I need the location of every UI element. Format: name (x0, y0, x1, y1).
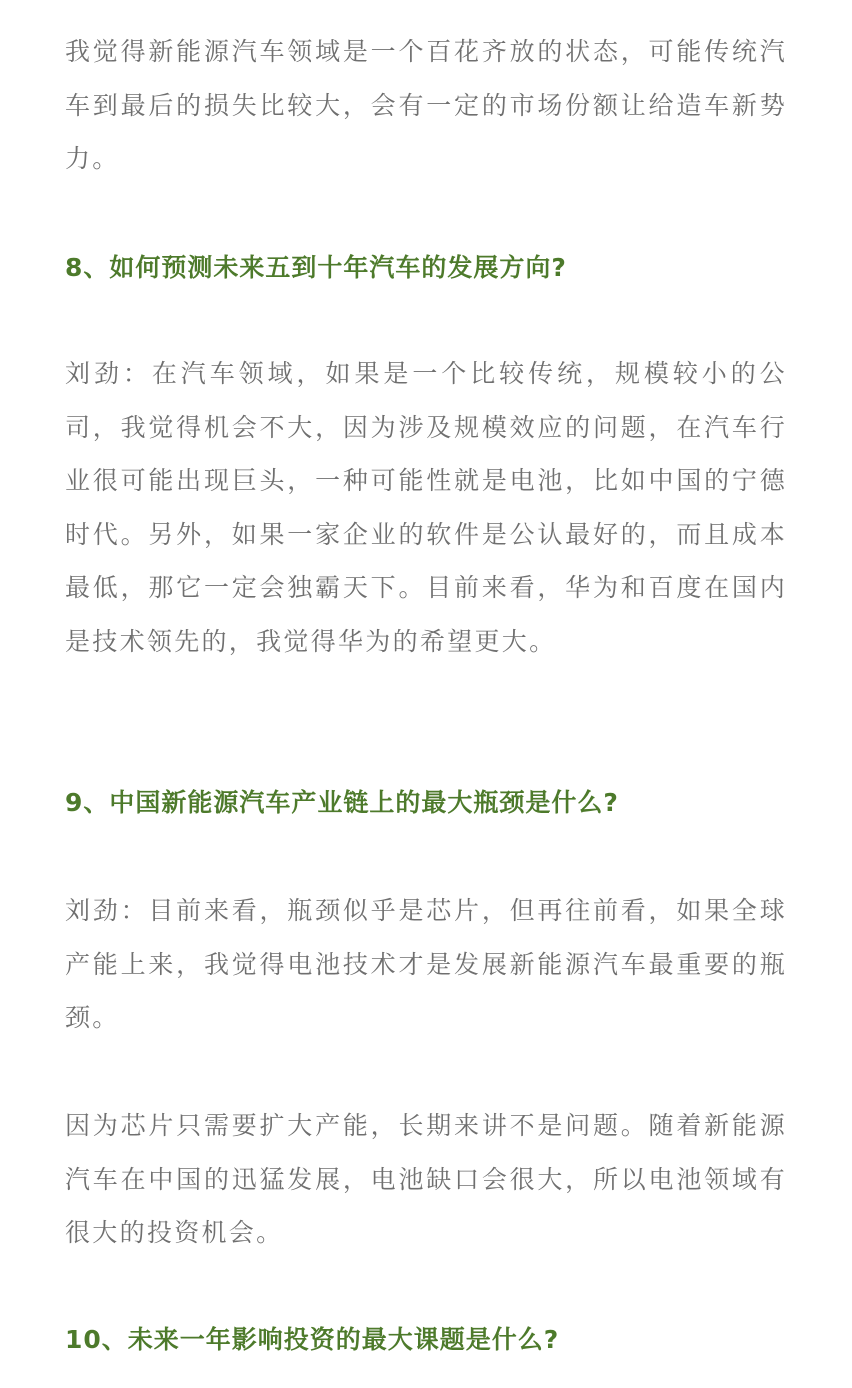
question-10-heading: 10、未来一年影响投资的最大课题是什么? (65, 1325, 560, 1354)
question-8-answer: 刘劲：在汽车领域，如果是一个比较传统，规模较小的公司，我觉得机会不大，因为涉及规模效应的问题，在汽车行业很可能出现巨头，一种可能性就是电池，比如中国的宁德时代。另外，如果一家企业的软件是公认最好的，而且成本最低，那它一定会独霸天下。目前来看，华为和百度在国内是技术领先的，我觉得华为的希望更大。 (65, 359, 787, 656)
question-9-heading: 9、中国新能源汽车产业链上的最大瓶颈是什么? (65, 788, 619, 817)
question-9-answer-paragraph-1: 刘劲：目前来看，瓶颈似乎是芯片，但再往前看，如果全球产能上来，我觉得电池技术才是发展新能源汽车最重要的瓶颈。 (65, 896, 787, 1032)
question-9-answer-paragraph-2: 因为芯片只需要扩大产能，长期来讲不是问题。随着新能源汽车在中国的迅猛发展，电池缺口会很大，所以电池领域有很大的投资机会。 (65, 1111, 787, 1247)
question-8-heading: 8、如何预测未来五到十年汽车的发展方向? (65, 253, 567, 282)
intro-paragraph: 我觉得新能源汽车领域是一个百花齐放的状态，可能传统汽车到最后的损失比较大，会有一定的市场份额让给造车新势力。 (65, 37, 787, 173)
